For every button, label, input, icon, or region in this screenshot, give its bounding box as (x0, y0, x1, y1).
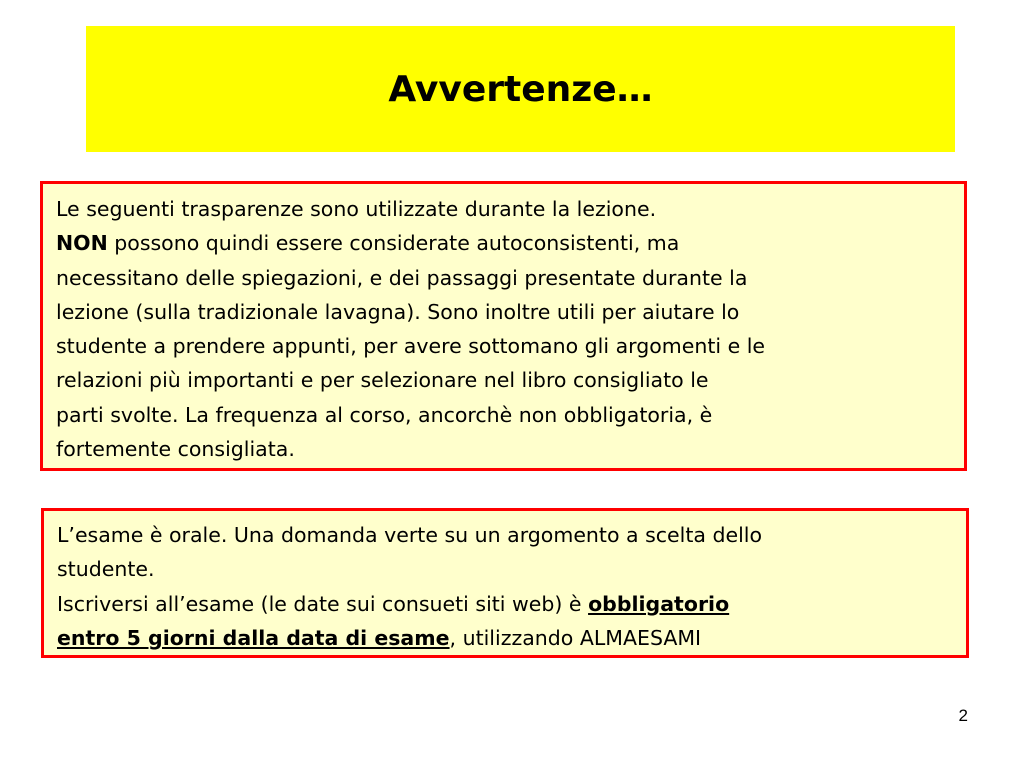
text-line: studente. (57, 557, 155, 582)
text-line: fortemente consigliata. (56, 437, 295, 462)
text-line: relazioni più importanti e per selezionare nel libro consigliato le (56, 368, 709, 393)
text-line (57, 621, 956, 655)
text-line: Le seguenti trasparenze sono utilizzate durante la lezione. (56, 197, 657, 221)
text-line: lezione (sulla tradizionale lavagna). Sono inoltre utili per aiutare lo (56, 299, 740, 324)
page-title: Avvertenze… (388, 68, 653, 110)
text-fragment: Iscriversi all’esame (le date sui consueti siti web) è (57, 591, 589, 616)
page-number: 2 (958, 706, 968, 725)
emphasis-non: NON (56, 231, 108, 256)
text-line: L’esame è orale. Una domanda verte su un argomento a scelta dello (57, 523, 763, 547)
text-fragment: , utilizzando ALMAESAMI (449, 625, 702, 650)
text-line (57, 587, 956, 621)
title-banner (86, 26, 955, 152)
text-line: necessitano delle spiegazioni, e dei passaggi presentate durante la (56, 265, 748, 290)
text-fragment: possono quindi essere considerate autoconsistenti, ma (107, 231, 680, 256)
exam-info-box (41, 508, 969, 658)
emphasis-deadline: entro 5 giorni dalla data di esame (57, 625, 450, 650)
text-line (56, 226, 954, 260)
course-notes-box (40, 181, 967, 471)
text-line: parti svolte. La frequenza al corso, ancorchè non obbligatoria, è (56, 402, 713, 427)
text-line: studente a prendere appunti, per avere sottomano gli argomenti e le (56, 334, 766, 359)
emphasis-mandatory: obbligatorio (588, 591, 730, 616)
